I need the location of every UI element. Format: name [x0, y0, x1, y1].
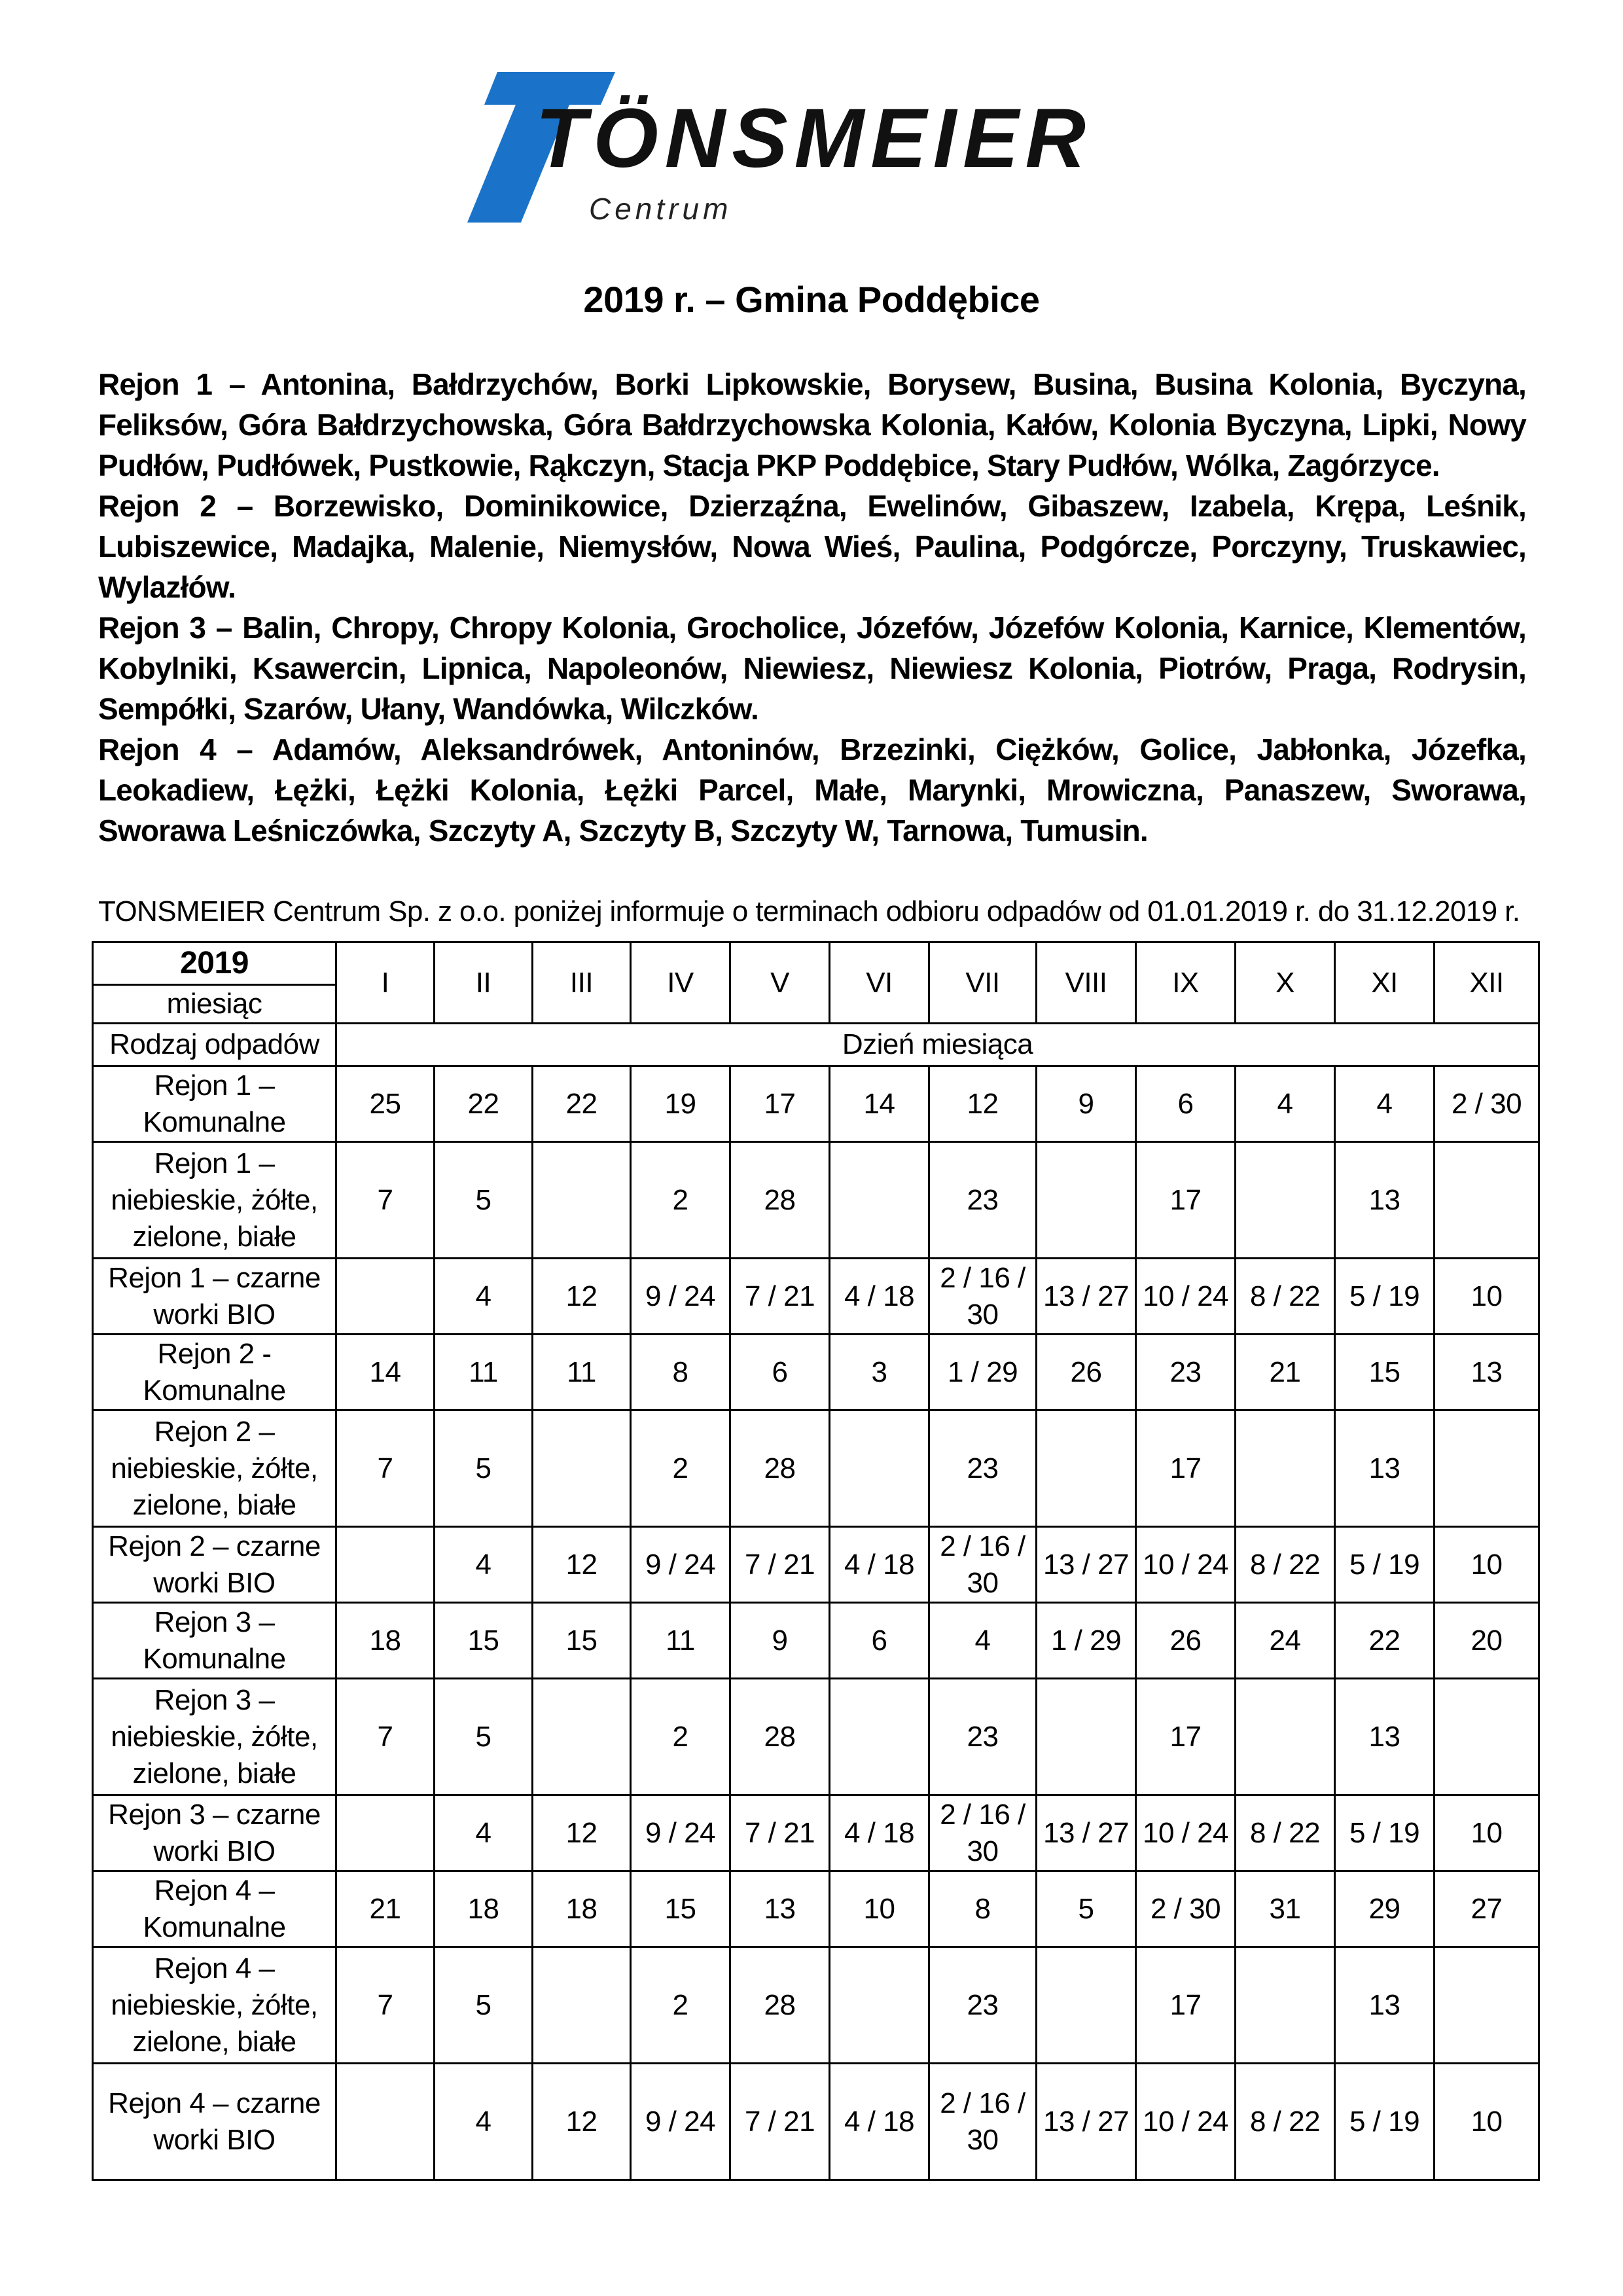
table-row — [93, 1795, 1539, 1871]
day-cell: 5 — [435, 1679, 533, 1795]
day-cell — [1236, 1142, 1335, 1259]
row-label: Rejon 2 – niebieskie, żółte, zielone, białe — [93, 1410, 336, 1527]
logo-sub: Centrum — [589, 192, 732, 226]
table-row — [93, 1142, 1539, 1259]
day-cell: 15 — [533, 1603, 631, 1679]
day-cell — [336, 1795, 435, 1871]
day-cell: 8 / 22 — [1236, 1259, 1335, 1335]
row-label: Rejon 2 - Komunalne — [93, 1335, 336, 1410]
day-cell: 14 — [830, 1066, 929, 1142]
day-cell: 5 — [1037, 1871, 1136, 1947]
day-cell: 9 / 24 — [631, 1259, 730, 1335]
day-cell: 23 — [929, 1142, 1037, 1259]
day-cell: 9 — [730, 1603, 830, 1679]
month-header: IV — [631, 942, 730, 1024]
info-text: TONSMEIER Centrum Sp. z o.o. poniżej informuje o terminach odbioru odpadów od 01.01.2019 r. do 31.12.2019 r. — [98, 895, 1520, 927]
day-cell: 13 / 27 — [1037, 1527, 1136, 1603]
region-2-text: Rejon 2 – Borzewisko, Dominikowice, Dzierząźna, Ewelinów, Gibaszew, Izabela, Krępa, Leśnik, Lubiszewice, Madajka, Malenie, Niemysłów, Nowa Wieś, Paulina, Podgórcze, Porczyny, Truskawiec, Wylazłów. — [98, 489, 1526, 604]
row-label: Rejon 4 – czarne worki BIO — [93, 2064, 336, 2180]
day-cell: 7 / 21 — [730, 2064, 830, 2180]
day-cell — [1435, 1679, 1539, 1795]
day-cell — [830, 1947, 929, 2064]
day-cell: 15 — [1335, 1335, 1435, 1410]
day-cell: 5 / 19 — [1335, 1259, 1435, 1335]
day-cell: 9 / 24 — [631, 1795, 730, 1871]
company-logo — [458, 65, 1178, 236]
day-cell: 7 — [336, 1410, 435, 1527]
day-cell: 21 — [1236, 1335, 1335, 1410]
day-cell: 11 — [435, 1335, 533, 1410]
day-cell — [533, 1142, 631, 1259]
day-cell — [1435, 1142, 1539, 1259]
month-header: VII — [929, 942, 1037, 1024]
day-cell: 8 / 22 — [1236, 1527, 1335, 1603]
day-cell: 26 — [1136, 1603, 1236, 1679]
day-cell: 13 — [1435, 1335, 1539, 1410]
day-cell: 10 / 24 — [1136, 1259, 1236, 1335]
row-label: Rejon 3 – niebieskie, żółte, zielone, białe — [93, 1679, 336, 1795]
day-cell: 5 / 19 — [1335, 1795, 1435, 1871]
day-cell: 5 / 19 — [1335, 1527, 1435, 1603]
day-cell: 12 — [533, 1259, 631, 1335]
day-cell: 10 — [1435, 1527, 1539, 1603]
day-cell: 7 / 21 — [730, 1527, 830, 1603]
day-cell: 8 / 22 — [1236, 2064, 1335, 2180]
day-cell — [533, 1410, 631, 1527]
day-cell: 18 — [533, 1871, 631, 1947]
day-cell — [1037, 1679, 1136, 1795]
day-cell: 2 / 30 — [1435, 1066, 1539, 1142]
day-cell — [1236, 1410, 1335, 1527]
day-cell: 20 — [1435, 1603, 1539, 1679]
day-cell: 1 / 29 — [1037, 1603, 1136, 1679]
day-cell — [830, 1142, 929, 1259]
day-cell: 6 — [730, 1335, 830, 1410]
day-cell: 9 / 24 — [631, 2064, 730, 2180]
day-cell: 4 — [1335, 1066, 1435, 1142]
day-cell: 4 / 18 — [830, 1259, 929, 1335]
day-cell: 22 — [435, 1066, 533, 1142]
row-label: Rejon 3 – Komunalne — [93, 1603, 336, 1679]
day-cell: 2 / 16 / 30 — [929, 1795, 1037, 1871]
day-cell: 4 / 18 — [830, 2064, 929, 2180]
table-row — [93, 1527, 1539, 1603]
day-cell — [1037, 1947, 1136, 2064]
day-cell: 12 — [533, 1527, 631, 1603]
day-cell: 10 — [1435, 1795, 1539, 1871]
day-cell: 13 — [1335, 1679, 1435, 1795]
day-cell: 12 — [929, 1066, 1037, 1142]
month-label-cell: miesiąc — [93, 985, 336, 1024]
day-cell: 23 — [929, 1679, 1037, 1795]
day-cell: 10 / 24 — [1136, 1795, 1236, 1871]
month-header: I — [336, 942, 435, 1024]
day-cell: 2 / 16 / 30 — [929, 1259, 1037, 1335]
month-header: II — [435, 942, 533, 1024]
day-cell: 11 — [533, 1335, 631, 1410]
day-cell: 13 — [1335, 1142, 1435, 1259]
day-cell: 27 — [1435, 1871, 1539, 1947]
day-cell: 2 / 16 / 30 — [929, 2064, 1037, 2180]
day-cell: 13 — [1335, 1410, 1435, 1527]
row-label: Rejon 4 – Komunalne — [93, 1871, 336, 1947]
day-cell: 25 — [336, 1066, 435, 1142]
day-cell: 23 — [929, 1410, 1037, 1527]
day-cell: 4 — [435, 2064, 533, 2180]
day-cell: 10 — [1435, 2064, 1539, 2180]
day-cell: 2 — [631, 1142, 730, 1259]
row-label: Rejon 1 – Komunalne — [93, 1066, 336, 1142]
day-cell: 28 — [730, 1410, 830, 1527]
day-cell: 4 — [435, 1259, 533, 1335]
day-cell: 14 — [336, 1335, 435, 1410]
day-cell: 15 — [435, 1603, 533, 1679]
row-label: Rejon 2 – czarne worki BIO — [93, 1527, 336, 1603]
day-cell: 11 — [631, 1603, 730, 1679]
regions-list — [98, 364, 1526, 851]
day-cell: 28 — [730, 1947, 830, 2064]
year-cell: 2019 — [93, 942, 336, 985]
day-cell: 7 — [336, 1142, 435, 1259]
table-row — [93, 1603, 1539, 1679]
day-cell: 7 — [336, 1679, 435, 1795]
day-cell — [1037, 1410, 1136, 1527]
day-cell: 13 — [1335, 1947, 1435, 2064]
day-cell: 8 — [929, 1871, 1037, 1947]
month-header: XII — [1435, 942, 1539, 1024]
day-cell: 7 / 21 — [730, 1259, 830, 1335]
day-cell: 5 / 19 — [1335, 2064, 1435, 2180]
day-cell: 9 / 24 — [631, 1527, 730, 1603]
schedule-table — [92, 941, 1540, 2181]
day-cell — [830, 1679, 929, 1795]
row-label: Rejon 4 – niebieskie, żółte, zielone, białe — [93, 1947, 336, 2064]
day-cell: 13 / 27 — [1037, 1259, 1136, 1335]
table-row — [93, 1679, 1539, 1795]
table-row — [93, 1871, 1539, 1947]
day-cell: 6 — [830, 1603, 929, 1679]
day-cell: 3 — [830, 1335, 929, 1410]
day-cell: 9 — [1037, 1066, 1136, 1142]
day-cell — [533, 1679, 631, 1795]
row-label: Rejon 3 – czarne worki BIO — [93, 1795, 336, 1871]
month-header: X — [1236, 942, 1335, 1024]
row-label: Rejon 1 – czarne worki BIO — [93, 1259, 336, 1335]
day-cell — [1236, 1947, 1335, 2064]
waste-type-header: Rodzaj odpadów — [93, 1024, 336, 1066]
day-cell: 17 — [1136, 1947, 1236, 2064]
day-cell: 23 — [1136, 1335, 1236, 1410]
day-cell: 10 — [830, 1871, 929, 1947]
region-4-text: Rejon 4 – Adamów, Aleksandrówek, Antoninów, Brzezinki, Ciężków, Golice, Jabłonka, Józefka, Leokadiew, Łężki, Łężki Kolonia, Łężki Parcel, Małe, Marynki, Mrowiczna, Panaszew, Sworawa, Sworawa Leśniczówka, Szczyty A, Szczyty B, Szczyty W, Tarnowa, Tumusin. — [98, 732, 1526, 848]
day-cell: 29 — [1335, 1871, 1435, 1947]
day-cell: 10 / 24 — [1136, 2064, 1236, 2180]
day-cell: 22 — [1335, 1603, 1435, 1679]
day-cell: 21 — [336, 1871, 435, 1947]
region-1-text: Rejon 1 – Antonina, Bałdrzychów, Borki Lipkowskie, Borysew, Busina, Busina Kolonia, Byczyna, Feliksów, Góra Bałdrzychowska, Góra Bałdrzychowska Kolonia, Kałów, Kolonia Byczyna, Lipki, Nowy Pudłów, Pudłówek, Pustkowie, Rąkczyn, Stacja PKP Poddębice, Stary Pudłów, Wólka, Zagórzyce. — [98, 367, 1526, 482]
day-cell: 4 / 18 — [830, 1527, 929, 1603]
day-cell: 28 — [730, 1142, 830, 1259]
day-cell: 5 — [435, 1142, 533, 1259]
day-cell: 6 — [1136, 1066, 1236, 1142]
day-cell: 10 — [1435, 1259, 1539, 1335]
region-3-text: Rejon 3 – Balin, Chropy, Chropy Kolonia, Grocholice, Józefów, Józefów Kolonia, Karnice, Klementów, Kobylniki, Ksawercin, Lipnica, Napoleonów, Niewiesz, Niewiesz Kolonia, Piotrów, Praga, Rodrysin, Sempółki, Szarów, Ułany, Wandówka, Wilczków. — [98, 611, 1526, 726]
day-cell: 12 — [533, 2064, 631, 2180]
day-cell: 4 — [929, 1603, 1037, 1679]
day-cell: 18 — [336, 1603, 435, 1679]
day-cell: 10 / 24 — [1136, 1527, 1236, 1603]
table-row — [93, 1066, 1539, 1142]
day-cell: 19 — [631, 1066, 730, 1142]
day-cell: 4 — [435, 1527, 533, 1603]
day-cell — [336, 1527, 435, 1603]
day-of-month-header: Dzień miesiąca — [336, 1024, 1539, 1066]
day-cell: 8 — [631, 1335, 730, 1410]
day-cell: 28 — [730, 1679, 830, 1795]
day-cell — [1435, 1947, 1539, 2064]
logo-brand: TÖNSMEIER — [535, 92, 1092, 185]
day-cell: 23 — [929, 1947, 1037, 2064]
day-cell: 2 — [631, 1947, 730, 2064]
month-header: XI — [1335, 942, 1435, 1024]
day-cell: 2 — [631, 1410, 730, 1527]
day-cell: 2 / 30 — [1136, 1871, 1236, 1947]
table-row — [93, 1259, 1539, 1335]
day-cell: 31 — [1236, 1871, 1335, 1947]
day-cell: 13 / 27 — [1037, 2064, 1136, 2180]
day-cell: 26 — [1037, 1335, 1136, 1410]
month-header: VIII — [1037, 942, 1136, 1024]
day-cell: 22 — [533, 1066, 631, 1142]
day-cell — [1037, 1142, 1136, 1259]
day-cell: 13 — [730, 1871, 830, 1947]
day-cell: 1 / 29 — [929, 1335, 1037, 1410]
day-cell — [830, 1410, 929, 1527]
table-row — [93, 1410, 1539, 1527]
day-cell — [1236, 1679, 1335, 1795]
page-title: 2019 r. – Gmina Poddębice — [583, 279, 1040, 320]
day-cell: 4 — [435, 1795, 533, 1871]
month-header: IX — [1136, 942, 1236, 1024]
day-cell: 24 — [1236, 1603, 1335, 1679]
day-cell — [1435, 1410, 1539, 1527]
day-cell: 18 — [435, 1871, 533, 1947]
month-header: III — [533, 942, 631, 1024]
row-label: Rejon 1 – niebieskie, żółte, zielone, białe — [93, 1142, 336, 1259]
day-cell: 7 / 21 — [730, 1795, 830, 1871]
day-cell: 13 / 27 — [1037, 1795, 1136, 1871]
day-cell: 5 — [435, 1410, 533, 1527]
table-row — [93, 1335, 1539, 1410]
table-row — [93, 1947, 1539, 2064]
day-cell: 17 — [730, 1066, 830, 1142]
day-cell: 17 — [1136, 1679, 1236, 1795]
table-row — [93, 2064, 1539, 2180]
day-cell: 2 / 16 / 30 — [929, 1527, 1037, 1603]
day-cell: 4 / 18 — [830, 1795, 929, 1871]
day-cell: 15 — [631, 1871, 730, 1947]
day-cell: 17 — [1136, 1410, 1236, 1527]
month-header: VI — [830, 942, 929, 1024]
day-cell — [336, 2064, 435, 2180]
day-cell: 4 — [1236, 1066, 1335, 1142]
day-cell: 12 — [533, 1795, 631, 1871]
day-cell: 8 / 22 — [1236, 1795, 1335, 1871]
day-cell: 7 — [336, 1947, 435, 2064]
day-cell: 2 — [631, 1679, 730, 1795]
day-cell — [336, 1259, 435, 1335]
day-cell: 17 — [1136, 1142, 1236, 1259]
day-cell — [533, 1947, 631, 2064]
month-header: V — [730, 942, 830, 1024]
day-cell: 5 — [435, 1947, 533, 2064]
